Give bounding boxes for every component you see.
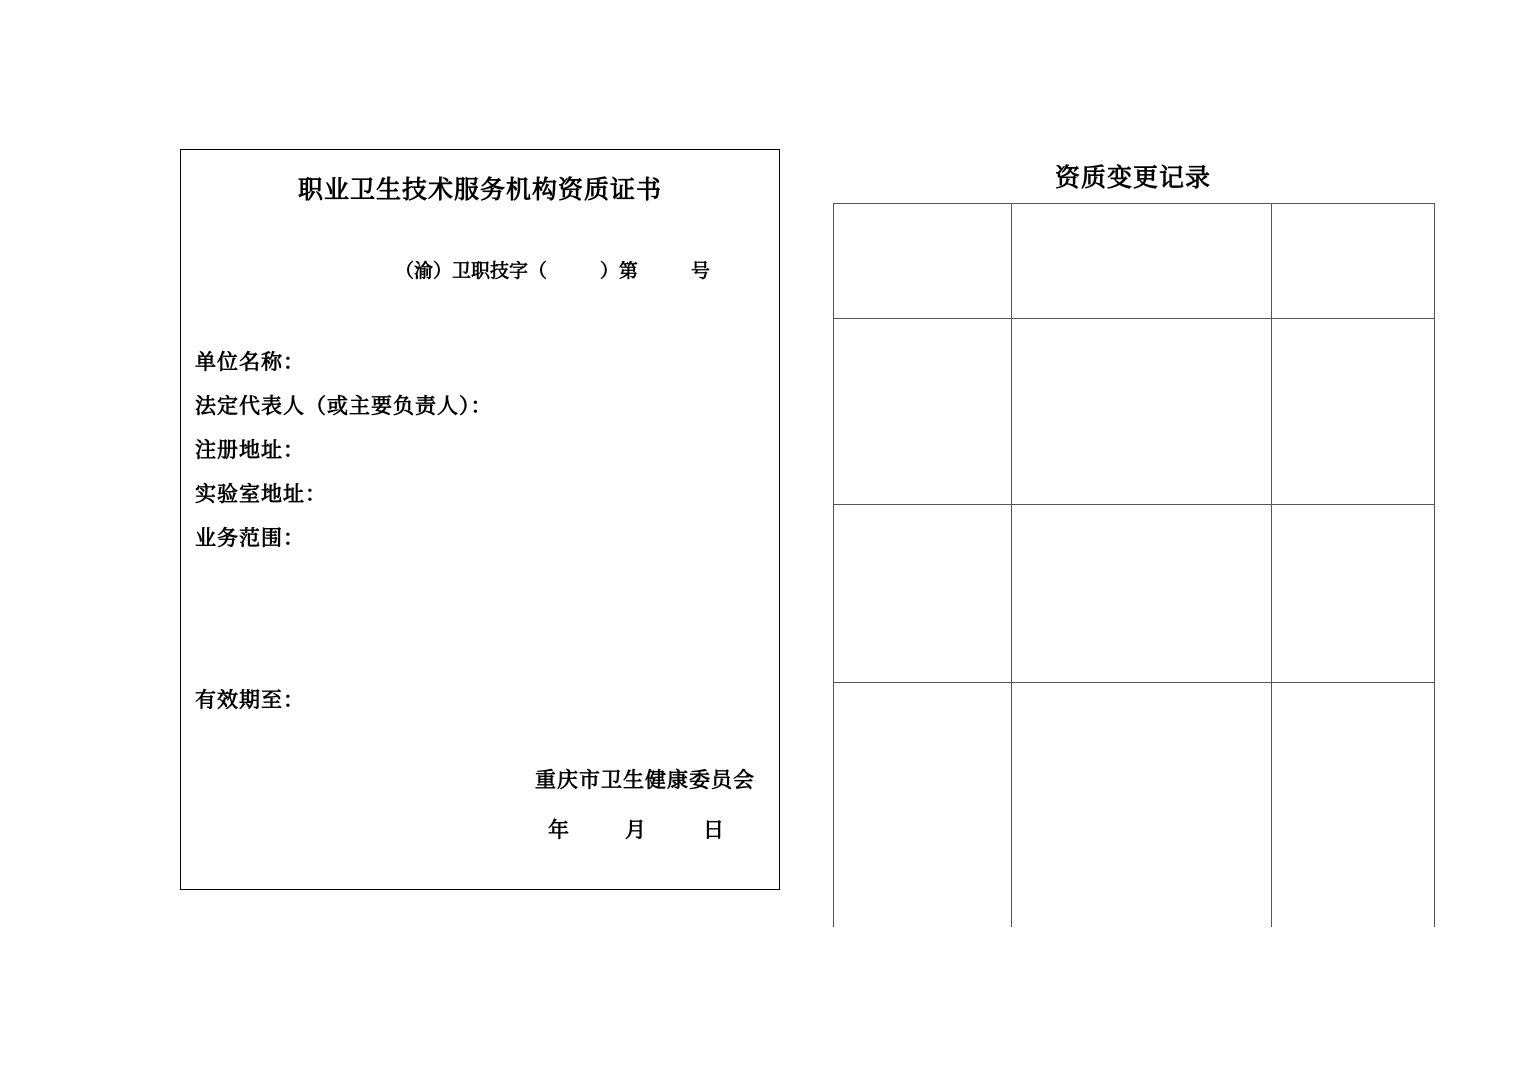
date-month-label: 月 xyxy=(625,817,646,842)
field-business-scope: 业务范围： xyxy=(195,525,305,550)
field-legal-representative: 法定代表人（或主要负责人）： xyxy=(195,393,493,418)
table-row xyxy=(834,505,1435,683)
table-cell xyxy=(1012,204,1272,319)
table-cell xyxy=(1272,319,1435,505)
table-cell xyxy=(834,505,1012,683)
table-cell xyxy=(1272,683,1435,927)
table-cell xyxy=(1012,505,1272,683)
table-cell xyxy=(834,683,1012,927)
certificate-panel xyxy=(180,149,780,890)
issuer-name: 重庆市卫生健康委员会 xyxy=(535,767,755,792)
table-cell xyxy=(834,319,1012,505)
table-cell xyxy=(834,204,1012,319)
table-cell xyxy=(1012,319,1272,505)
certificate-title: 职业卫生技术服务机构资质证书 xyxy=(297,175,662,204)
table-cell xyxy=(1272,204,1435,319)
change-record-table xyxy=(833,203,1435,927)
table-row xyxy=(834,319,1435,505)
table-row xyxy=(834,204,1435,319)
date-year-label: 年 xyxy=(548,817,569,842)
field-registered-address: 注册地址： xyxy=(195,437,305,462)
field-lab-address: 实验室地址： xyxy=(195,481,327,506)
table-row xyxy=(834,683,1435,927)
date-day-label: 日 xyxy=(703,817,724,842)
table-cell xyxy=(1272,505,1435,683)
table-cell xyxy=(1012,683,1272,927)
field-unit-name: 单位名称： xyxy=(195,349,305,374)
field-valid-until: 有效期至： xyxy=(195,687,305,712)
change-record-title: 资质变更记录 xyxy=(1054,163,1211,192)
certificate-number-line: （渝）卫职技字（ ）第 号 xyxy=(395,260,710,282)
